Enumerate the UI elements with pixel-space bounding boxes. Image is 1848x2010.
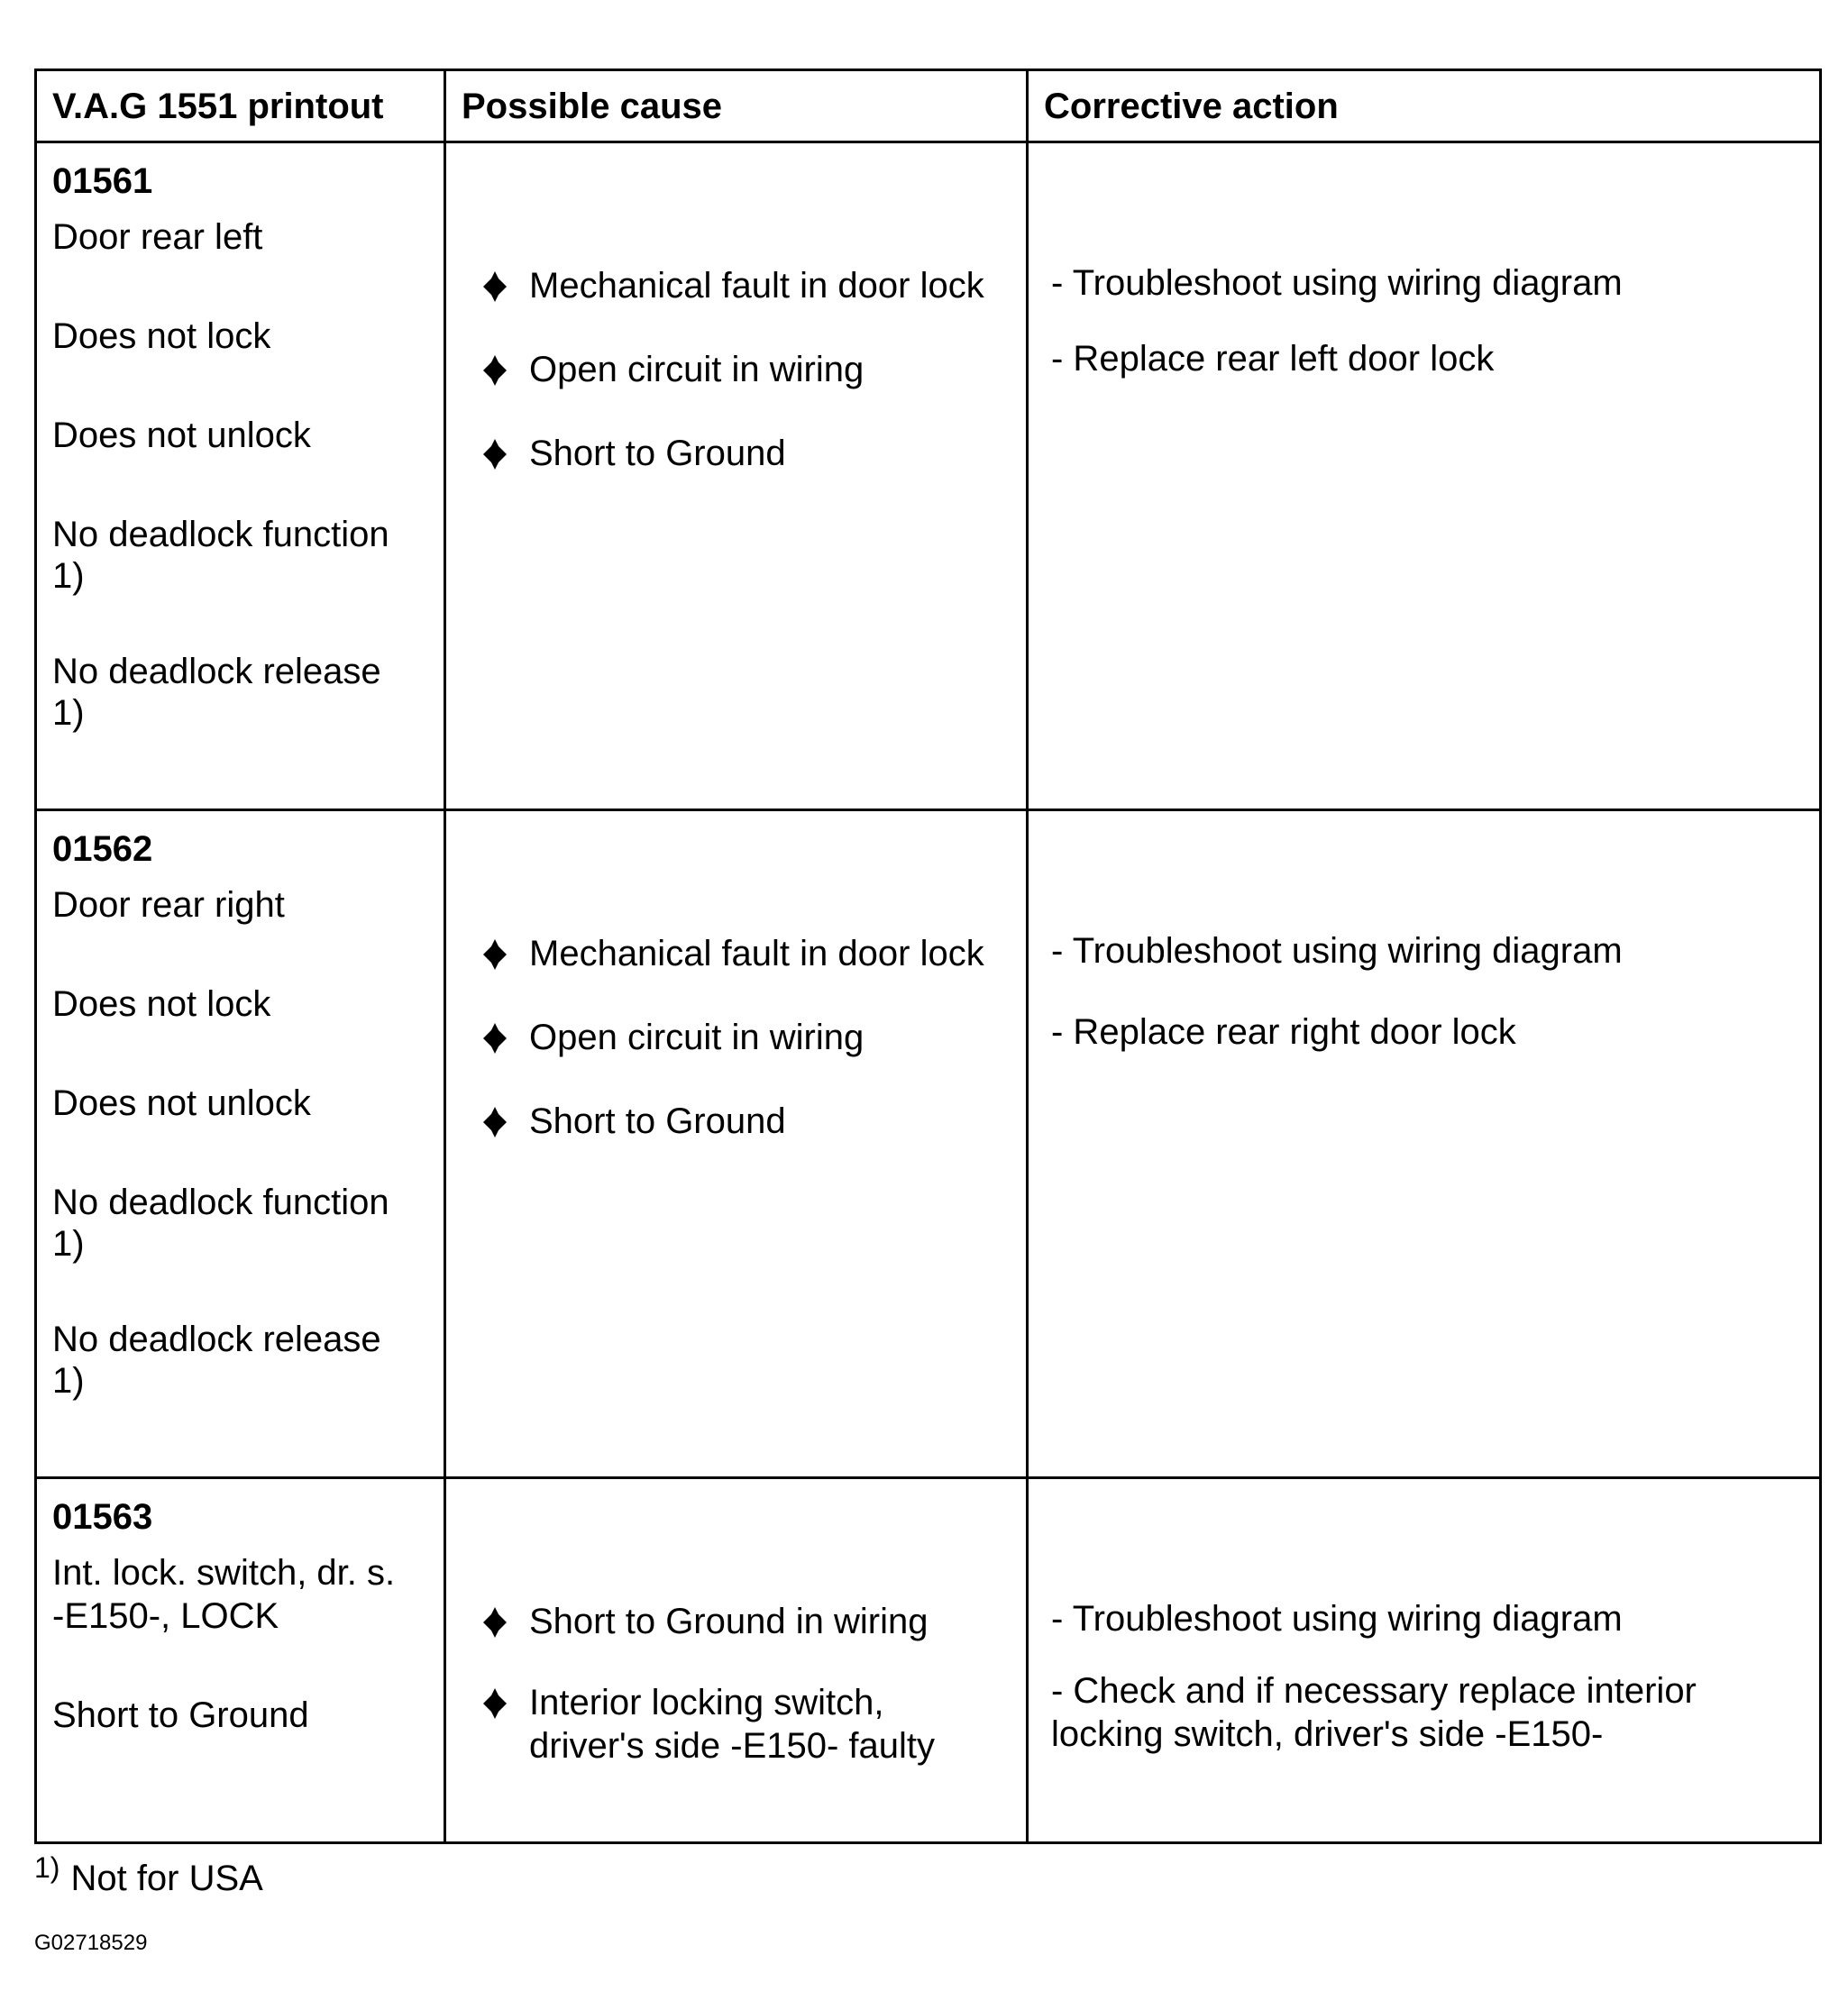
table-row: [36, 1478, 1821, 1843]
diamond-bullet-icon: [482, 271, 508, 302]
action-cell: [1028, 810, 1821, 1478]
cause-text: Open circuit in wiring: [529, 1018, 865, 1057]
action-item: - Troubleshoot using wiring diagram: [1051, 1599, 1623, 1639]
action-item: - Replace rear left door lock: [1051, 339, 1495, 379]
printout-cell: [36, 810, 445, 1478]
action-text: - Check and if necessary replace interior: [1051, 1671, 1697, 1711]
diamond-bullet-icon: [482, 1023, 508, 1054]
cause-text: Short to Ground: [529, 1101, 786, 1141]
printout-line: Does not unlock: [52, 416, 311, 455]
fault-code: 01561: [52, 161, 153, 201]
printout-line: Int. lock. switch, dr. s.: [52, 1553, 396, 1593]
footnote: [34, 1851, 263, 1899]
printout-line: -E150-, LOCK: [52, 1596, 279, 1636]
printout-line: Door rear left: [52, 217, 263, 257]
printout-line: Door rear right: [52, 885, 285, 925]
table-row: [36, 810, 1821, 1478]
printout-line: Does not unlock: [52, 1083, 311, 1123]
cause-text: Open circuit in wiring: [529, 350, 865, 389]
action-item: [1051, 1669, 1819, 1756]
cause-text: Short to Ground: [529, 434, 786, 473]
cause-item: [446, 1100, 1026, 1143]
action-cell: [1028, 1478, 1821, 1843]
footnote-ref: 1): [52, 1361, 85, 1401]
cause-cell: [445, 810, 1028, 1478]
cause-cell: [445, 1478, 1028, 1843]
cause-item: [446, 264, 1026, 307]
action-item: - Troubleshoot using wiring diagram: [1051, 931, 1623, 971]
printout-line: Does not lock: [52, 316, 271, 356]
action-text: locking switch, driver's side -E150-: [1051, 1714, 1604, 1754]
printout-line: No deadlock function: [52, 515, 389, 554]
diamond-bullet-icon: [482, 939, 508, 970]
printout-line: Does not lock: [52, 984, 271, 1024]
printout-line: No deadlock release: [52, 652, 381, 691]
printout-cell: [36, 142, 445, 810]
cause-item: [446, 432, 1026, 475]
header-printout: V.A.G 1551 printout: [36, 70, 445, 142]
cause-item: [446, 348, 1026, 391]
diamond-bullet-icon: [482, 1107, 508, 1137]
footnote-ref: 1): [52, 1224, 85, 1264]
cause-item: [446, 932, 1026, 975]
footnote-text: Not for USA: [70, 1859, 263, 1898]
cause-cell: [445, 142, 1028, 810]
table-header-row: [36, 70, 1821, 142]
fault-code: 01563: [52, 1497, 153, 1537]
printout-line: Short to Ground: [52, 1695, 309, 1735]
cause-text: Mechanical fault in door lock: [529, 934, 984, 973]
cause-text: Short to Ground in wiring: [529, 1602, 929, 1641]
header-corrective-action: Corrective action: [1028, 70, 1821, 142]
cause-text: Mechanical fault in door lock: [529, 266, 984, 306]
cause-item: [446, 1681, 1026, 1768]
footnote-ref: 1): [52, 693, 85, 733]
printout-cell: [36, 1478, 445, 1843]
header-possible-cause: Possible cause: [445, 70, 1028, 142]
diamond-bullet-icon: [482, 355, 508, 386]
diamond-bullet-icon: [482, 1607, 508, 1638]
cause-text: driver's side -E150- faulty: [529, 1726, 936, 1766]
footnote-ref: 1): [52, 556, 85, 596]
diamond-bullet-icon: [482, 1688, 508, 1719]
fault-code-table: [34, 69, 1822, 1844]
cause-text: Interior locking switch,: [529, 1683, 884, 1722]
table-row: [36, 142, 1821, 810]
figure-id: G02718529: [34, 1931, 148, 1955]
printout-line: No deadlock function: [52, 1183, 389, 1222]
action-item: - Replace rear right door lock: [1051, 1012, 1516, 1052]
action-item: - Troubleshoot using wiring diagram: [1051, 263, 1623, 303]
footnote-mark: 1): [34, 1851, 60, 1884]
printout-line: No deadlock release: [52, 1320, 381, 1359]
action-cell: [1028, 142, 1821, 810]
cause-item: [446, 1016, 1026, 1059]
cause-item: [446, 1600, 1026, 1643]
fault-code: 01562: [52, 829, 153, 869]
diamond-bullet-icon: [482, 439, 508, 470]
